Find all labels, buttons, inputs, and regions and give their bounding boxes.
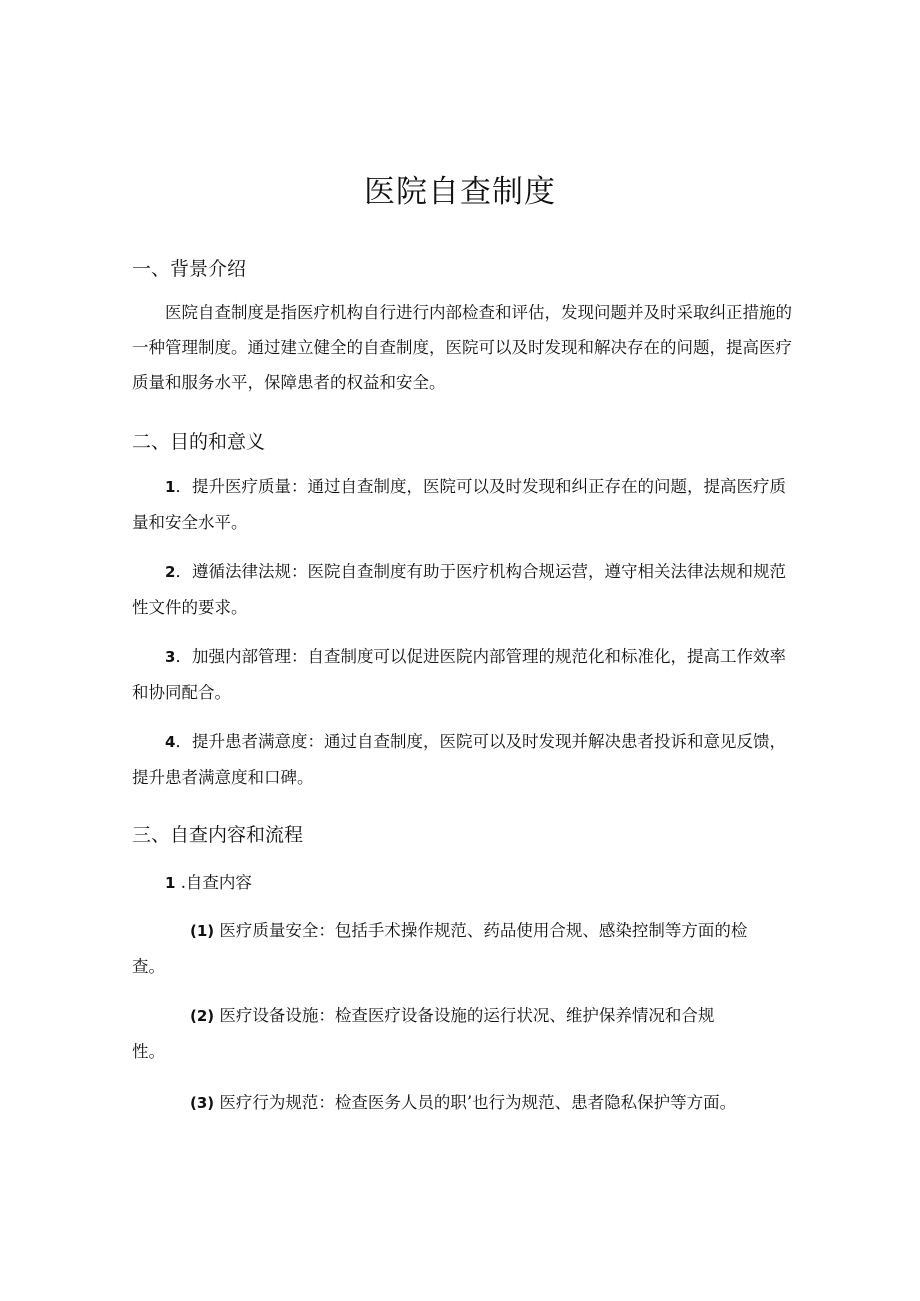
content-item-2 bbox=[132, 998, 792, 1069]
purpose-item-4 bbox=[132, 724, 802, 795]
content-item-3-number: (3) bbox=[190, 1094, 215, 1112]
content-item-2-line2: 性。 bbox=[132, 1042, 165, 1061]
content-item-2-line1: 医疗设备设施：检查医疗设备设施的运行状况、维护保养情况和合规 bbox=[219, 1006, 715, 1025]
section-background-text: 医院自查制度是指医疗机构自行进行内部检查和评估，发现问题并及时采取纠正措施的一种管理制度。通过建立健全的自查制度，医院可以及时发现和解决存在的问题，提高医疗质量和服务水平，保障患者的权益和安全。 bbox=[132, 303, 792, 392]
content-subheading-number: 1 bbox=[165, 874, 176, 892]
purpose-item-4-text: ．提升患者满意度：通过自查制度，医院可以及时发现并解决患者投诉和意见反馈，提升患者满意度和口碑。 bbox=[132, 732, 786, 787]
purpose-item-3-text: ．加强内部管理：自查制度可以促进医院内部管理的规范化和标准化，提高工作效率和协同配合。 bbox=[132, 647, 786, 702]
purpose-item-1 bbox=[132, 469, 802, 540]
content-item-1-number: (1) bbox=[190, 922, 215, 940]
content-item-3-line1: 医疗行为规范：检查医务人员的职’也行为规范、患者隐私保护等方面。 bbox=[219, 1093, 737, 1112]
purpose-item-3 bbox=[132, 639, 802, 710]
section-heading-purpose: 二、目的和意义 bbox=[132, 431, 266, 453]
purpose-item-2-number: 2 bbox=[165, 563, 176, 581]
purpose-item-1-number: 1 bbox=[165, 478, 176, 496]
content-subheading bbox=[132, 865, 802, 901]
content-subheading-text: .自查内容 bbox=[180, 873, 252, 892]
purpose-item-2 bbox=[132, 554, 802, 625]
purpose-item-2-text: ．遵循法律法规：医院自查制度有助于医疗机构合规运营，遵守相关法律法规和规范性文件的要求。 bbox=[132, 562, 786, 617]
purpose-item-1-text: ．提升医疗质量：通过自查制度，医院可以及时发现和纠正存在的问题，提高医疗质量和安全水平。 bbox=[132, 477, 786, 532]
content-item-1-line2: 查。 bbox=[132, 957, 165, 976]
page-title: 医院自查制度 bbox=[364, 174, 556, 210]
purpose-item-3-number: 3 bbox=[165, 648, 176, 666]
content-item-3 bbox=[132, 1085, 792, 1121]
content-item-2-number: (2) bbox=[190, 1007, 215, 1025]
content-item-1-line1: 医疗质量安全：包括手术操作规范、药品使用合规、感染控制等方面的检 bbox=[219, 921, 748, 940]
content-item-1 bbox=[132, 913, 792, 984]
section-heading-background: 一、背景介绍 bbox=[132, 258, 247, 280]
section-heading-content-process: 三、自查内容和流程 bbox=[132, 824, 304, 846]
purpose-item-4-number: 4 bbox=[165, 733, 176, 751]
